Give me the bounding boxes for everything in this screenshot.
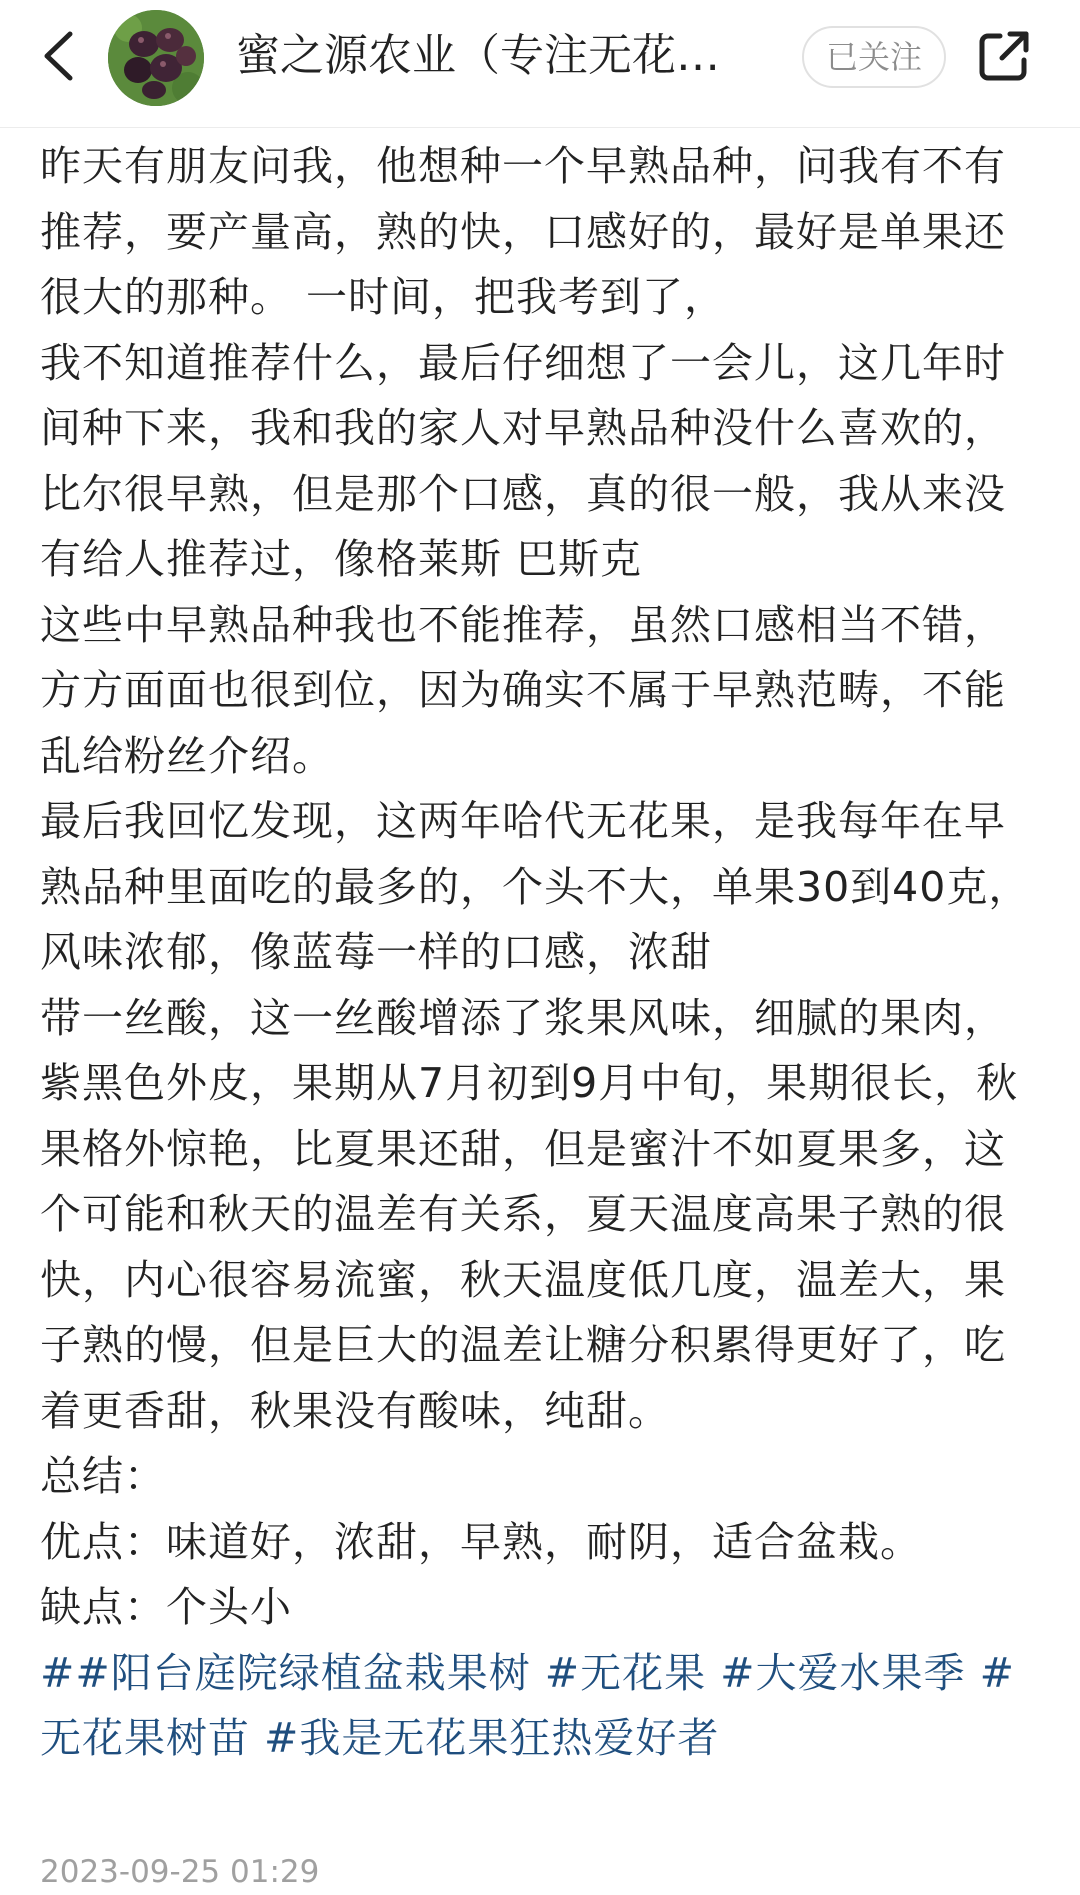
- summary-heading: 总结：: [40, 1452, 166, 1500]
- chevron-left-icon: [41, 30, 75, 82]
- share-button[interactable]: [976, 28, 1032, 84]
- hashtag-prefix: #: [40, 1648, 76, 1697]
- hashtag-link[interactable]: #阳台庭院绿植盆栽果树: [75, 1648, 531, 1697]
- share-external-icon: [976, 28, 1032, 84]
- hashtag-list: [40, 1641, 1040, 1772]
- hashtag-link[interactable]: #我是无花果狂热爱好者: [264, 1714, 720, 1762]
- top-bar: [0, 0, 1080, 128]
- hashtag-link[interactable]: #无花果树苗: [40, 1648, 1015, 1762]
- fig-fruit-avatar-icon: [108, 10, 204, 106]
- avatar[interactable]: [108, 10, 204, 106]
- account-name[interactable]: 蜜之源农业（专注无花…: [236, 30, 720, 81]
- article-paragraph: 最后我回忆发现，这两年哈代无花果，是我每年在早熟品种里面吃的最多的，个头不大，单果30到40克，风味浓郁，像蓝莓一样的口感，浓甜 带一丝酸，这一丝酸增添了浆果风味，细腻的果肉，紫黑色外皮，果期从7月初到9月中旬，果期很长，秋果格外惊艳，比夏果还甜，但是蜜汁不如夏果多，这个可能和秋天的温差有关系，夏天温度高果子熟的很快，内心很容易流蜜，秋天温度低几度，温差大，果子熟的慢，但是巨大的温差让糖分积累得更好了，吃着更香甜，秋果没有酸味，纯甜。: [40, 797, 1031, 1435]
- hashtag-link[interactable]: #大爱水果季: [720, 1648, 966, 1697]
- article-paragraph: 昨天有朋友问我，他想种一个早熟品种，问我有不有推荐，要产量高，熟的快，口感好的，最好是单果还很大的那种。 一时间，把我考到了， 我不知道推荐什么，最后仔细想了一会儿，这几年时间种下来，我和我的家人对早熟品种没什么喜欢的，比尔很早熟，但是那个口感，真的很一般，我从来没有给人推荐过，像格莱斯 巴斯克 这些中早熟品种我也不能推荐，虽然口感相当不错，方方面面也很到位，因为确实不属于早熟范畴，不能乱给粉丝介绍。: [40, 142, 1006, 780]
- article-body: [40, 134, 1040, 1772]
- follow-button[interactable]: 已关注: [802, 26, 946, 88]
- cons-line: 缺点：个头小: [40, 1583, 292, 1631]
- back-button[interactable]: [30, 26, 86, 86]
- post-timestamp: 2023-09-25 01:29: [40, 1854, 320, 1890]
- hashtag-link[interactable]: #无花果: [544, 1648, 707, 1697]
- pros-line: 优点：味道好，浓甜，早熟，耐阴，适合盆栽。: [40, 1517, 922, 1566]
